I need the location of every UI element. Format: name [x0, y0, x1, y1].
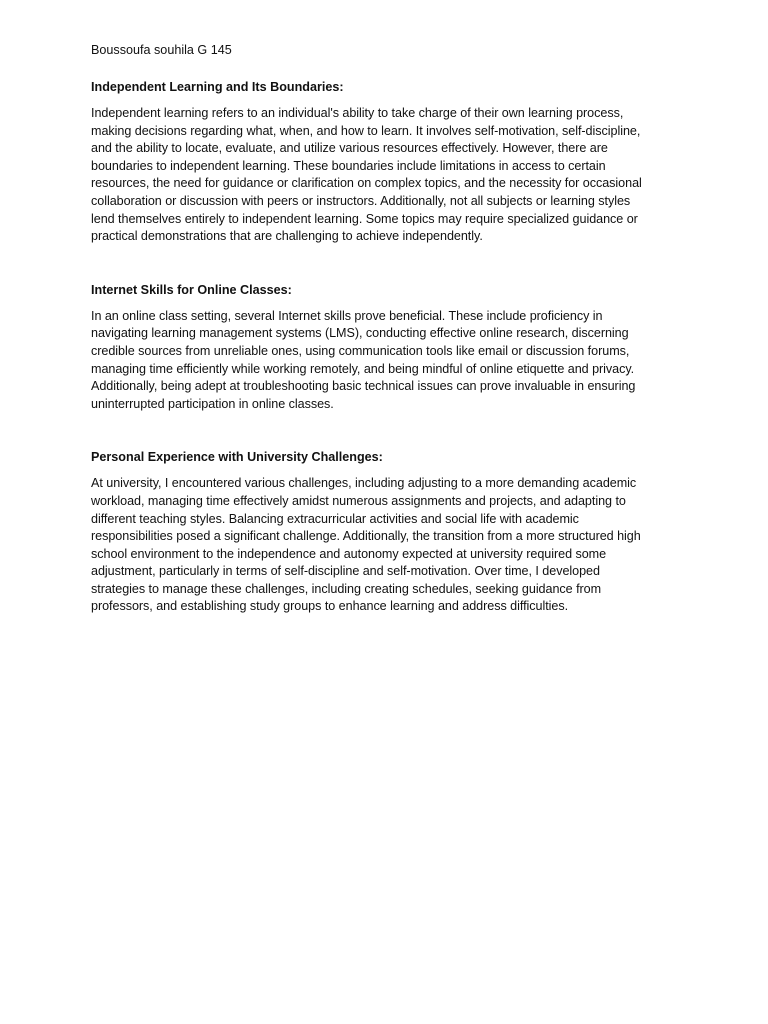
section-independent-learning [91, 79, 691, 246]
paragraph-line: and the ability to locate, evaluate, and utilize various resources effectively. However, there are [91, 141, 608, 156]
paragraph-line: collaboration or discussion with peers or instructors. Additionally, not all subjects or learning styles [91, 193, 631, 208]
paragraph-line: Additionally, being adept at troubleshooting basic technical issues can prove invaluable in ensuring [91, 379, 636, 394]
paragraph-line: credible sources from unreliable ones, using communication tools like email or discussion forums, [91, 343, 630, 358]
paragraph-line: At university, I encountered various challenges, including adjusting to a more demanding academic [91, 476, 637, 491]
paragraph-line: managing time efficiently while working remotely, and being mindful of online etiquette and privacy. [91, 361, 635, 376]
paragraph-line: strategies to manage these challenges, including creating schedules, seeking guidance from [91, 581, 602, 596]
section-internet-skills [91, 282, 691, 414]
document-page [91, 42, 691, 616]
paragraph-line: Independent learning refers to an individual's ability to take charge of their own learning process, [91, 106, 624, 120]
paragraph-line: workload, managing time effectively amidst numerous assignments and projects, and adapting to [91, 493, 626, 508]
paragraph-line: navigating learning management systems (LMS), conducting effective online research, discerning [91, 326, 629, 341]
section-paragraph [91, 105, 691, 246]
paragraph-line: practical demonstrations that are challenging to achieve independently. [91, 229, 483, 244]
paragraph-line: professors, and establishing study groups to enhance learning and address difficulties. [91, 599, 569, 614]
section-heading: Independent Learning and Its Boundaries: [91, 80, 344, 94]
section-heading: Internet Skills for Online Classes: [91, 282, 292, 297]
paragraph-line: responsibilities posed a significant challenge. Additionally, the transition from a more structured high [91, 529, 641, 544]
paragraph-line: school environment to the independence and autonomy expected at university required some [91, 546, 607, 561]
paragraph-line: uninterrupted participation in online classes. [91, 396, 334, 411]
paragraph-line: In an online class setting, several Internet skills prove beneficial. These include proficiency in [91, 308, 603, 323]
paragraph-line: adjustment, particularly in terms of self-discipline and self-motivation. Over time, I developed [91, 564, 600, 579]
author-line: Boussoufa souhila G 145 [91, 43, 232, 57]
paragraph-line: lend themselves entirely to independent learning. Some topics may require specialized guidance or [91, 211, 638, 226]
paragraph-line: different teaching styles. Balancing extracurricular activities and social life with academic [91, 511, 579, 526]
paragraph-line: making decisions regarding what, when, and how to learn. It involves self-motivation, self-discipline, [91, 123, 641, 138]
section-university-challenges [91, 449, 691, 616]
section-paragraph [91, 475, 691, 616]
section-heading: Personal Experience with University Challenges: [91, 450, 383, 465]
section-paragraph [91, 308, 691, 414]
paragraph-line: resources, the need for guidance or clarification on complex topics, and the necessity for occasional [91, 176, 642, 191]
paragraph-line: boundaries to independent learning. These boundaries include limitations in access to certain [91, 158, 606, 173]
